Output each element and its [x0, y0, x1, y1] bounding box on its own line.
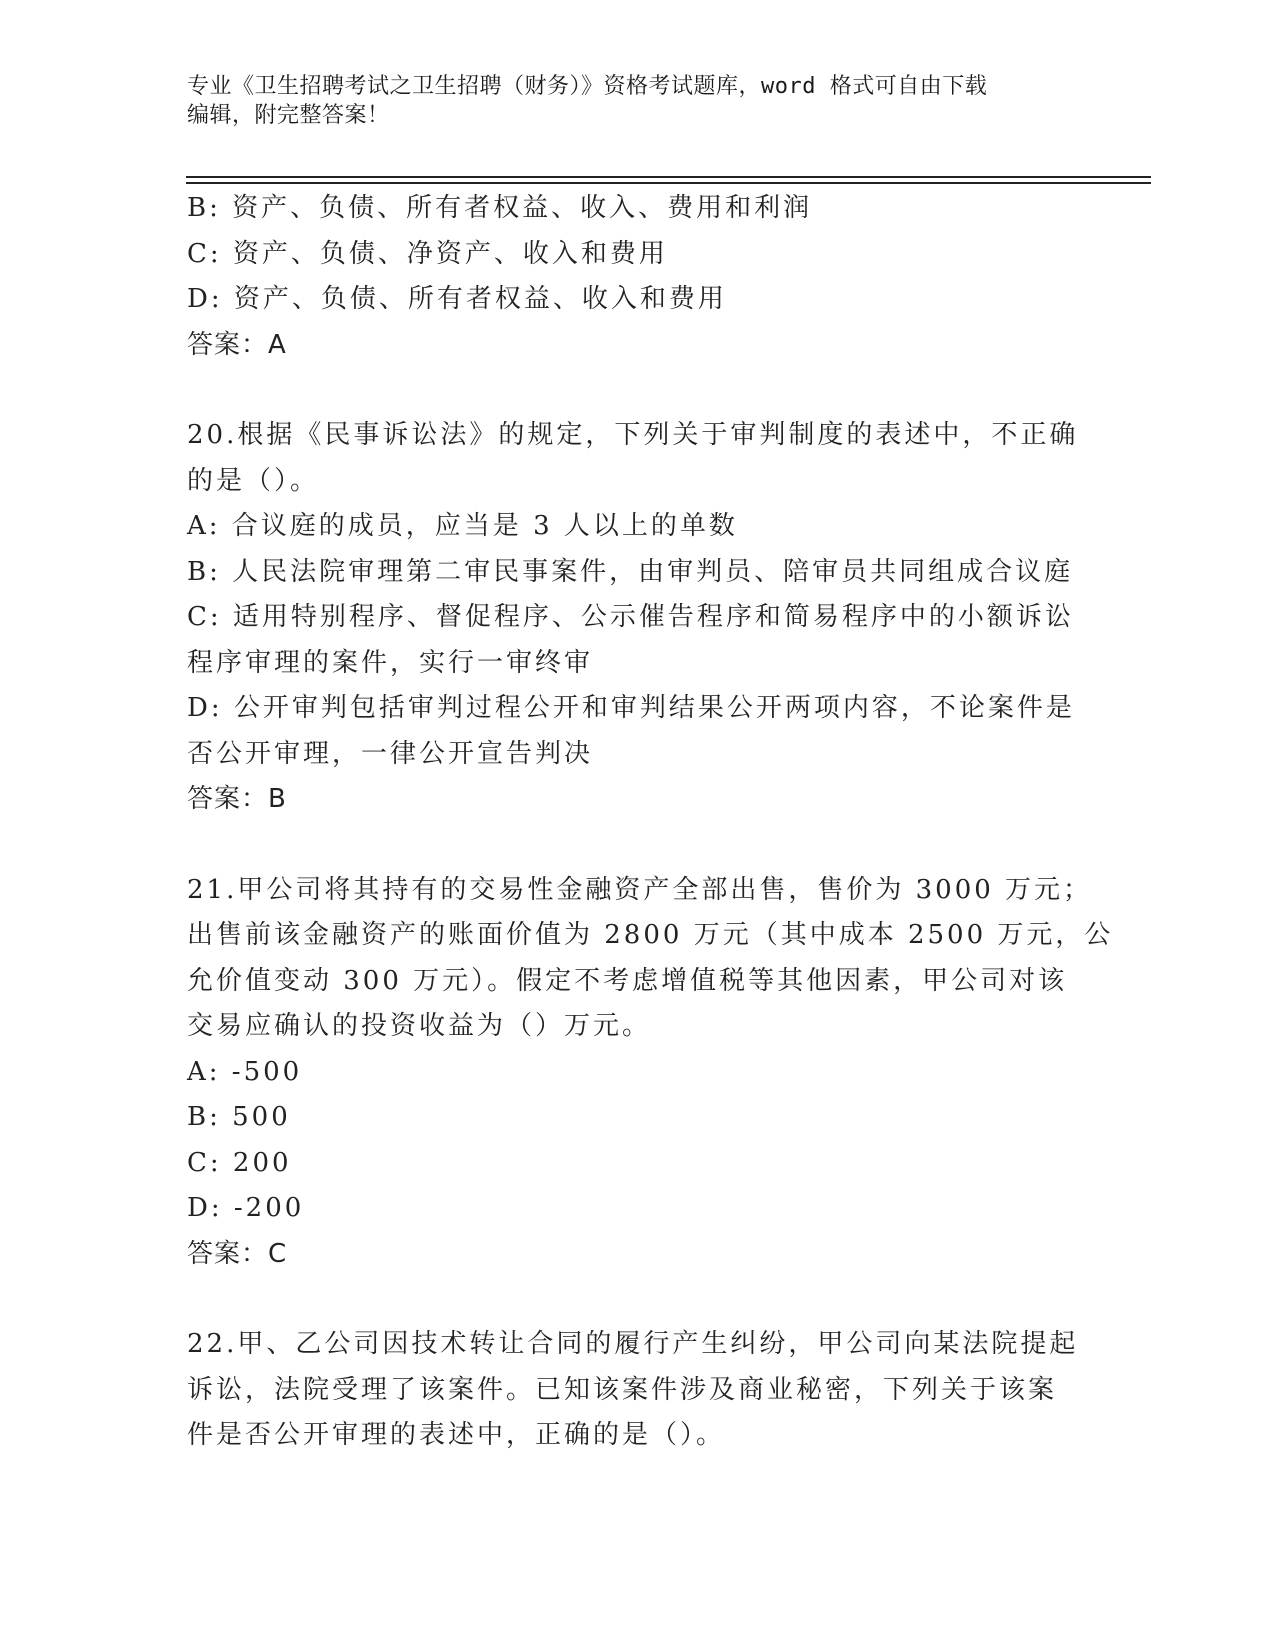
spacer — [187, 823, 1077, 868]
option-c: C: 200 — [187, 1147, 292, 1178]
page-header — [187, 72, 1067, 130]
answer-line: 答案：C — [187, 1238, 288, 1269]
question-stem-line: 22.甲、乙公司因技术转让合同的履行产生纠纷，甲公司向某法院提起 — [187, 1329, 1079, 1359]
option-b: B: 500 — [187, 1102, 291, 1132]
option-c: C: 资产、负债、净资产、收入和费用 — [187, 238, 668, 269]
question-stem-line: 21.甲公司将其持有的交易性金融资产全部出售，售价为 3000 万元； — [187, 874, 1093, 905]
header-divider-bottom — [186, 182, 1151, 184]
question-stem-line: 允价值变动 300 万元）。假定不考虑增值税等其他因素，甲公司对该 — [187, 965, 1068, 996]
question-content — [187, 186, 1114, 1459]
question-stem-line: 交易应确认的投资收益为（）万元。 — [187, 1011, 652, 1041]
question-20 — [187, 413, 1077, 823]
question-stem-line: 20.根据《民事诉讼法》的规定，下列关于审判制度的表述中，不正确 — [187, 420, 1079, 450]
option-b: B: 人民法院审理第二审民事案件，由审判员、陪审员共同组成合议庭 — [187, 556, 1074, 587]
option-d: D: -200 — [187, 1193, 305, 1223]
option-a: A: 合议庭的成员，应当是 3 人以上的单数 — [187, 511, 738, 541]
header-line-2: 编辑，附完整答案！ — [187, 103, 390, 128]
option-d: D: 资产、负债、所有者权益、收入和费用 — [187, 284, 727, 314]
question-stem-line: 出售前该金融资产的账面价值为 2800 万元（其中成本 2500 万元，公 — [187, 920, 1114, 950]
previous-question — [187, 186, 1077, 368]
option-d-continued: 否公开审理，一律公开宣告判决 — [187, 738, 594, 769]
option-c: C: 适用特别程序、督促程序、公示催告程序和简易程序中的小额诉讼 — [187, 602, 1074, 632]
answer-line: 答案：A — [187, 329, 287, 360]
option-c-continued: 程序审理的案件，实行一审终审 — [187, 647, 594, 678]
question-stem-line: 件是否公开审理的表述中，正确的是（）。 — [187, 1420, 726, 1450]
option-d: D: 公开审判包括审判过程公开和审判结果公开两项内容，不论案件是 — [187, 693, 1075, 723]
option-a: A: -500 — [187, 1056, 303, 1087]
spacer — [187, 1277, 1077, 1322]
answer-line: 答案：B — [187, 784, 287, 814]
question-stem-line: 诉讼，法院受理了该案件。已知该案件涉及商业秘密，下列关于该案 — [187, 1374, 1058, 1405]
option-b: B: 资产、负债、所有者权益、收入、费用和利润 — [187, 193, 813, 223]
spacer — [187, 368, 1077, 413]
header-line-1: 专业《卫生招聘考试之卫生招聘（财务）》资格考试题库，word 格式可自由下载 — [187, 74, 988, 99]
question-22 — [187, 1322, 1077, 1459]
question-stem-line: 的是（）。 — [187, 465, 320, 496]
header-divider-top — [186, 176, 1151, 178]
question-21 — [187, 868, 1114, 1278]
